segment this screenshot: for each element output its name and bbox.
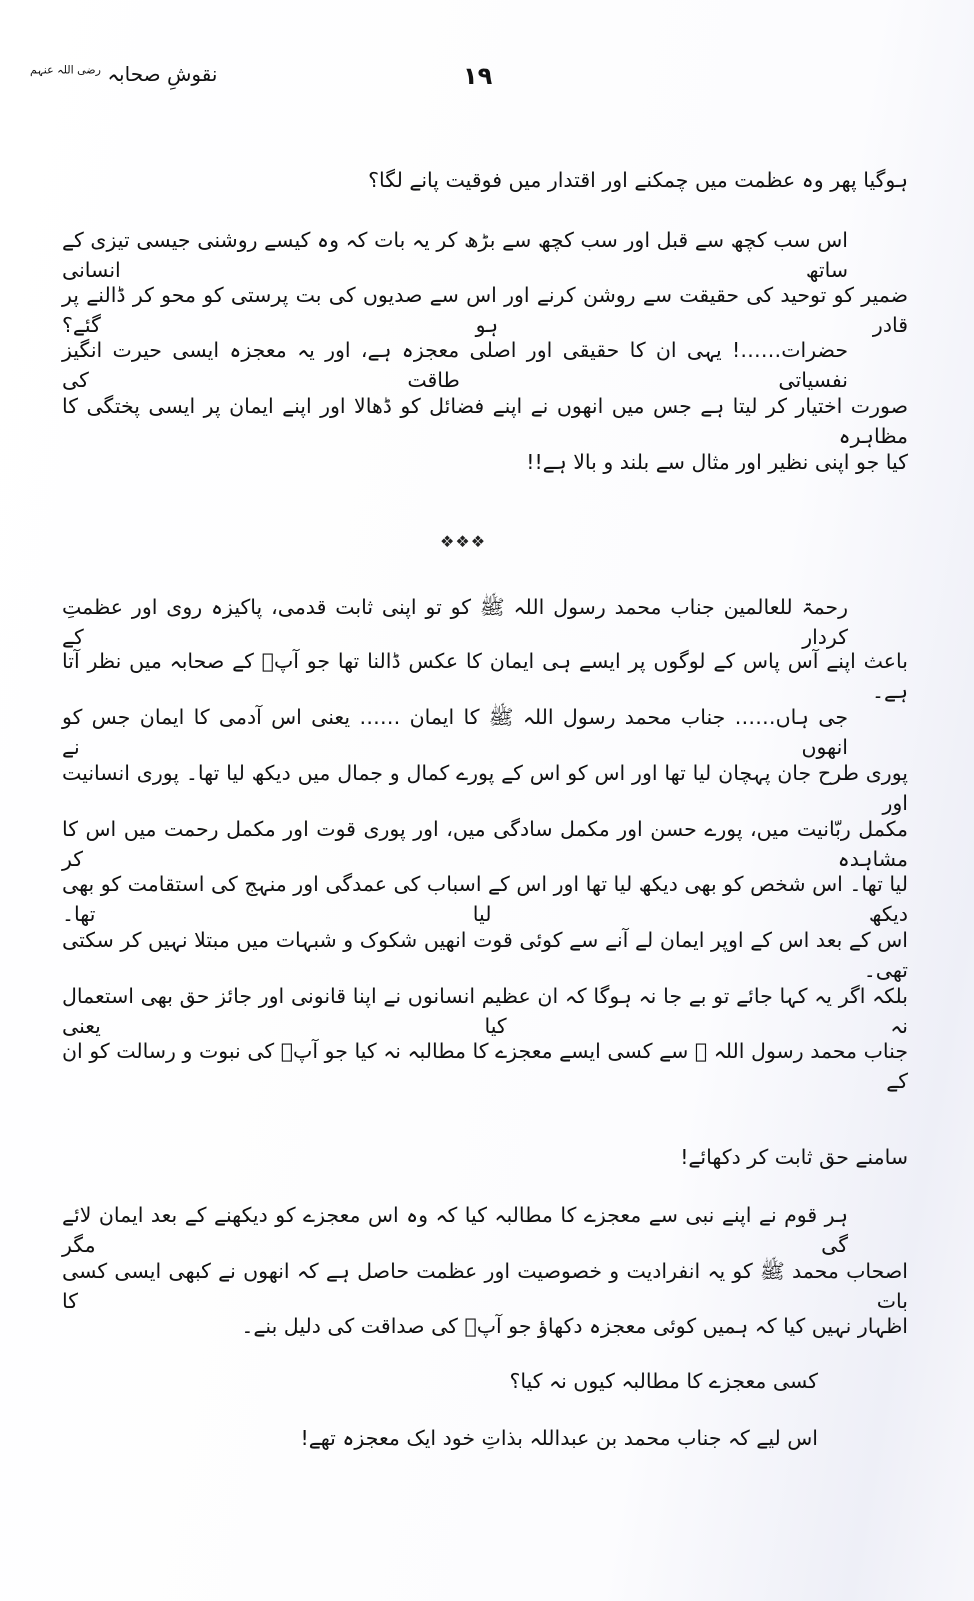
- text-line: صورت اختیار کر لیتا ہے جس میں انھوں نے اپنے فضائل کو ڈھالا اور اپنے ایمان پر ایسی پختگی کا مظاہرہ: [62, 394, 908, 448]
- text-line: اس کے بعد اس کے اوپر ایمان لے آنے سے کوئی قوت انھیں شکوک و شبہات میں مبتلا نہیں کر سکتی تھی۔: [62, 928, 908, 982]
- honorific: رضی اللہ عنہم: [30, 63, 101, 77]
- text-line: پوری طرح جان پہچان لیا تھا اور اس کو اس کے پورے کمال و جمال میں دیکھ لیا تھا۔ پوری انسانیت اور: [62, 761, 908, 815]
- text-line: اظہار نہیں کیا کہ ہمیں کوئی معجزہ دکھاؤ جو آپؐ کی صداقت کی دلیل بنے۔: [241, 1314, 908, 1338]
- text-line: ہر قوم نے اپنے نبی سے معجزے کا مطالبہ کیا کہ وہ اس معجزے کو دیکھنے کے بعد ایمان لائے گی مگر: [62, 1203, 848, 1257]
- text-line: جناب محمد رسول اللہ ﷺ سے کسی ایسے معجزے کا مطالبہ نہ کیا جو آپؐ کی نبوت و رسالت کو ان کے: [62, 1039, 908, 1093]
- text-line: باعث اپنے آس پاس کے لوگوں پر ایسے ہی ایمان کا عکس ڈالنا تھا جو آپؐ کے صحابہ میں نظر آتا ہے۔: [62, 649, 908, 703]
- text-line: رحمۃ للعالمین جناب محمد رسول اللہ ﷺ کو تو اپنی ثابت قدمی، پاکیزہ روی اور عظمتِ کردار کے: [62, 595, 848, 649]
- text-line: حضرات……! یہی ان کا حقیقی اور اصلی معجزہ ہے، اور یہ معجزہ ایسی حیرت انگیز نفسیاتی طاقت کی: [62, 338, 848, 392]
- page-number: ۱۹: [463, 62, 493, 90]
- text-line: کیا جو اپنی نظیر اور مثال سے بلند و بالا ہے!!: [526, 450, 908, 474]
- text-line: اصحاب محمد ﷺ کو یہ انفرادیت و خصوصیت اور عظمت حاصل ہے کہ انھوں نے کبھی ایسی کسی بات کا: [62, 1259, 908, 1313]
- text-line: ضمیر کو توحید کی حقیقت سے روشن کرنے اور اس سے صدیوں کی بت پرستی کو محو کر ڈالنے پر قادر ہو گئے؟: [62, 283, 908, 337]
- text-line: کسی معجزے کا مطالبہ کیوں نہ کیا؟: [509, 1369, 818, 1393]
- text-line: ہوگیا پھر وہ عظمت میں چمکنے اور اقتدار میں فوقیت پانے لگا؟: [368, 168, 908, 192]
- text-line: مکمل ربّانیت میں، پورے حسن اور مکمل سادگی میں، اور پوری قوت اور مکمل رحمت میں اس کا مشاہدہ کر: [62, 817, 908, 871]
- text-line: اس لیے کہ جناب محمد بن عبداللہ بذاتِ خود ایک معجزہ تھے!: [300, 1426, 818, 1450]
- text-line: بلکہ اگر یہ کہا جائے تو بے جا نہ ہوگا کہ ان عظیم انسانوں نے اپنا قانونی اور جائز حق بھی استعمال نہ کیا یعنی: [62, 984, 908, 1038]
- running-header-title: [30, 62, 217, 86]
- text-line: سامنے حق ثابت کر دکھائے!: [680, 1145, 908, 1169]
- text-line: جی ہاں…… جناب محمد رسول اللہ ﷺ کا ایمان …… یعنی اس آدمی کا ایمان جس کو انھوں نے: [62, 705, 848, 759]
- text-line: اس سب کچھ سے قبل اور سب کچھ سے بڑھ کر یہ بات کہ وہ کیسے روشنی جیسی تیزی کے ساتھ انسانی: [62, 228, 848, 282]
- book-title: نقوشِ صحابہ: [107, 62, 218, 86]
- text-line: لیا تھا۔ اس شخص کو بھی دیکھ لیا تھا اور اس کے اسباب کی عمدگی اور منہج کی استقامت کو بھی دیکھ لیا تھا۔: [62, 872, 908, 926]
- section-ornament: ❖❖❖: [440, 532, 487, 551]
